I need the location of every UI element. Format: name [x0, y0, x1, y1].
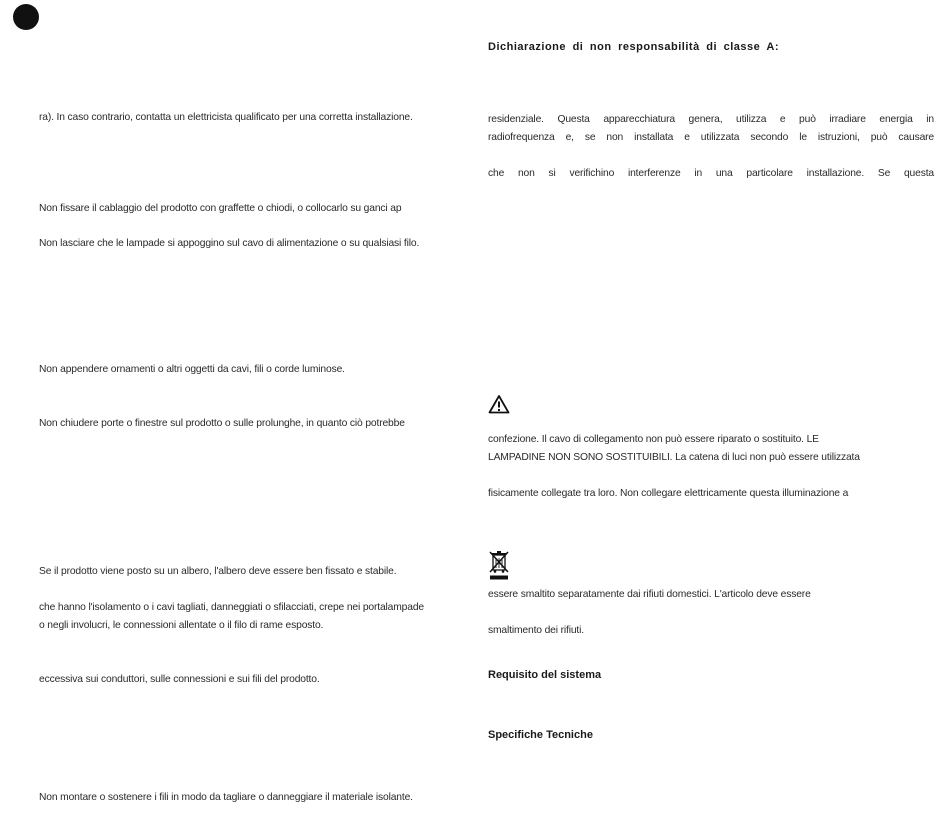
page-marker-dot: [13, 4, 39, 30]
technical-specs-heading: Specifiche Tecniche: [488, 729, 593, 741]
text-line: Non montare o sostenere i fili in modo da tagliare o danneggiare il materiale isolante.: [39, 792, 413, 803]
text-line: Se il prodotto viene posto su un albero, l'albero deve essere ben fissato e stabile.: [39, 566, 397, 577]
text-line: essere smaltito separatamente dai rifiuti domestici. L'articolo deve essere: [488, 589, 811, 600]
warning-triangle-icon: [488, 394, 510, 419]
system-requirement-heading: Requisito del sistema: [488, 669, 602, 681]
text-line: confezione. Il cavo di collegamento non può essere riparato o sostituito. LE: [488, 434, 819, 445]
text-line: residenziale. Questa apparecchiatura genera, utilizza e può irradiare energia in: [488, 114, 934, 125]
text-line: Non fissare il cablaggio del prodotto con graffette o chiodi, o collocarlo su ganci ap: [39, 203, 402, 214]
text-line: ra). In caso contrario, contatta un elettricista qualificato per una corretta installazione.: [39, 112, 413, 123]
text-line: smaltimento dei rifiuti.: [488, 625, 584, 636]
text-line: radiofrequenza e, se non installata e utilizzata secondo le istruzioni, può causare: [488, 132, 934, 143]
disclaimer-heading: Dichiarazione di non responsabilità di classe A:: [488, 41, 779, 53]
text-line: fisicamente collegate tra loro. Non collegare elettricamente questa illuminazione a: [488, 488, 849, 499]
text-line: LAMPADINE NON SONO SOSTITUIBILI. La catena di luci non può essere utilizzata: [488, 452, 860, 463]
text-line: eccessiva sui conduttori, sulle connessioni e sui fili del prodotto.: [39, 674, 320, 685]
text-line: o negli involucri, le connessioni allentate o il filo di rame esposto.: [39, 620, 324, 631]
text-line: Non appendere ornamenti o altri oggetti da cavi, fili o corde luminose.: [39, 364, 345, 375]
crossed-out-bin-icon: [488, 550, 510, 587]
text-line: Non lasciare che le lampade si appoggino sul cavo di alimentazione o su qualsiasi filo.: [39, 238, 420, 249]
text-line: che non si verifichino interferenze in una particolare installazione. Se questa: [488, 168, 934, 179]
text-line: Non chiudere porte o finestre sul prodotto o sulle prolunghe, in quanto ciò potrebbe: [39, 418, 405, 429]
text-line: che hanno l'isolamento o i cavi tagliati, danneggiati o sfilacciati, crepe nei portalampade: [39, 602, 424, 613]
